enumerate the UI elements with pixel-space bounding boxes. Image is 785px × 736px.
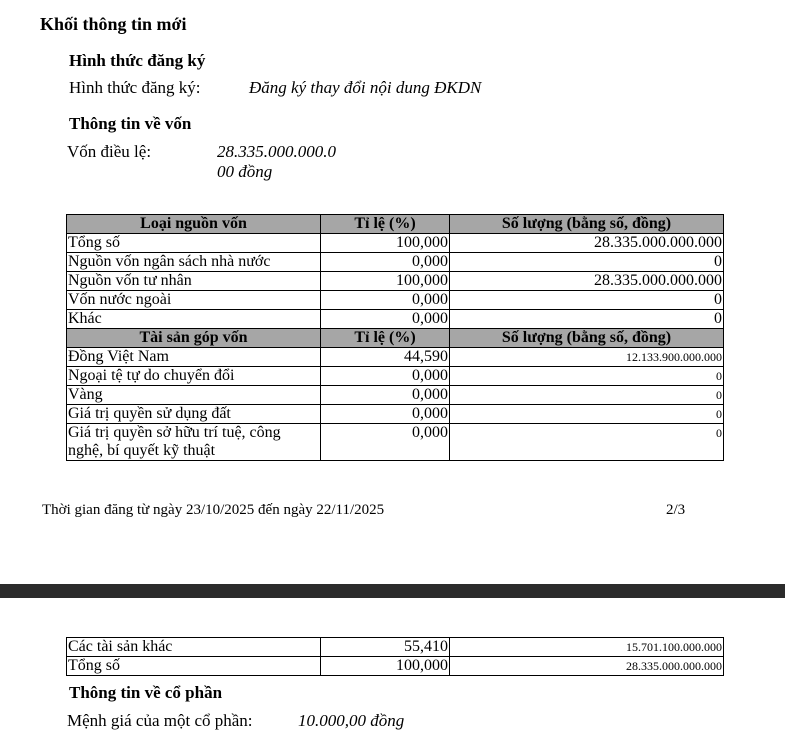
charter-capital-label: Vốn điều lệ:	[67, 142, 152, 161]
row-name: Tổng số	[67, 657, 321, 676]
row-amount: 0	[450, 405, 724, 424]
row-ratio: 0,000	[321, 253, 450, 272]
page-number: 2/3	[666, 502, 686, 518]
row-name: Đồng Việt Nam	[67, 348, 321, 367]
charter-capital-value-line1: 28.335.000.000.0	[217, 142, 336, 161]
table-row	[67, 386, 724, 405]
registration-label: Hình thức đăng ký:	[69, 78, 201, 97]
header-ratio: Tỉ lệ (%)	[321, 329, 450, 348]
row-amount: 0	[450, 291, 724, 310]
table-row	[67, 291, 724, 310]
table-row	[67, 253, 724, 272]
row-ratio: 0,000	[321, 310, 450, 329]
table-row	[67, 310, 724, 329]
row-amount: 12.133.900.000.000	[450, 348, 724, 367]
section-title: Khối thông tin mới	[40, 14, 187, 34]
header-amount: Số lượng (bằng số, đồng)	[450, 329, 724, 348]
row-name: Vốn nước ngoài	[67, 291, 321, 310]
row-name: Giá trị quyền sở hữu trí tuệ, công nghệ, bí quyết kỹ thuật	[67, 424, 321, 461]
row-ratio: 100,000	[321, 657, 450, 676]
row-name: Khác	[67, 310, 321, 329]
row-ratio: 44,590	[321, 348, 450, 367]
row-amount: 0	[450, 367, 724, 386]
row-ratio: 0,000	[321, 386, 450, 405]
charter-capital-value-line2: 00 đồng	[217, 162, 273, 181]
row-ratio: 0,000	[321, 291, 450, 310]
row-name: Ngoại tệ tự do chuyển đổi	[67, 367, 321, 386]
row-ratio: 100,000	[321, 234, 450, 253]
row-amount: 0	[450, 253, 724, 272]
row-name: Vàng	[67, 386, 321, 405]
par-value: 10.000,00 đồng	[298, 711, 405, 730]
row-ratio: 0,000	[321, 405, 450, 424]
asset-table-header	[67, 329, 724, 348]
row-name: Nguồn vốn ngân sách nhà nước	[67, 253, 321, 272]
row-name: Các tài sản khác	[67, 638, 321, 657]
page-break	[0, 584, 785, 598]
header-source-type: Loại nguồn vốn	[67, 215, 321, 234]
row-amount: 0	[450, 310, 724, 329]
registration-heading: Hình thức đăng ký	[69, 51, 206, 70]
row-amount: 28.335.000.000.000	[450, 272, 724, 291]
row-name: Nguồn vốn tư nhân	[67, 272, 321, 291]
row-amount: 0	[450, 424, 724, 461]
table-row	[67, 638, 724, 657]
header-asset-type: Tài sản góp vốn	[67, 329, 321, 348]
table-row	[67, 424, 724, 461]
row-ratio: 100,000	[321, 272, 450, 291]
asset-table-continued	[66, 637, 724, 676]
row-amount: 28.335.000.000.000	[450, 234, 724, 253]
source-table-header	[67, 215, 724, 234]
header-amount: Số lượng (bằng số, đồng)	[450, 215, 724, 234]
row-ratio: 0,000	[321, 424, 450, 461]
row-amount: 0	[450, 386, 724, 405]
table-row	[67, 657, 724, 676]
row-name: Giá trị quyền sử dụng đất	[67, 405, 321, 424]
table-row	[67, 272, 724, 291]
table-row	[67, 367, 724, 386]
registration-value: Đăng ký thay đổi nội dung ĐKDN	[249, 78, 482, 97]
table-row	[67, 348, 724, 367]
shares-heading: Thông tin về cổ phần	[69, 683, 223, 702]
table-row	[67, 405, 724, 424]
row-ratio: 0,000	[321, 367, 450, 386]
row-name: Tổng số	[67, 234, 321, 253]
capital-heading: Thông tin về vốn	[69, 114, 192, 133]
row-amount: 15.701.100.000.000	[450, 638, 724, 657]
registration-period: Thời gian đăng từ ngày 23/10/2025 đến ngày 22/11/2025	[42, 502, 385, 518]
par-value-label: Mệnh giá của một cổ phần:	[67, 711, 253, 730]
row-amount: 28.335.000.000.000	[450, 657, 724, 676]
header-ratio: Tỉ lệ (%)	[321, 215, 450, 234]
row-ratio: 55,410	[321, 638, 450, 657]
capital-table	[66, 214, 724, 461]
table-row	[67, 234, 724, 253]
